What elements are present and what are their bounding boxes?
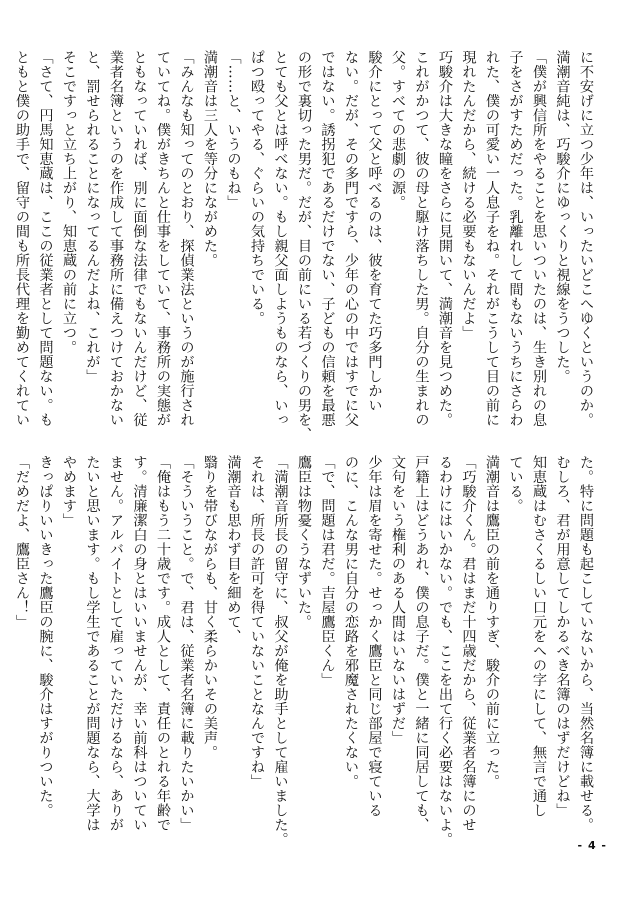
text-line: 「そういうこと。で、君は、従業者名簿に載りたいかい」 — [178, 455, 195, 832]
text-line: 満潮音は三人を等分にながめた。 — [202, 50, 218, 268]
text-line: 現れたんだから、続ける必要もないんだよ」 — [460, 50, 477, 340]
text-line: やめます」 — [61, 455, 77, 528]
text-line: 満潮音は鷹臣の前を通りすぎ、駿介の前に立った。 — [484, 455, 500, 789]
text-line: ともなっていれば、別に面倒な法律でもないんだけど、従 — [131, 50, 148, 427]
text-line: 巧駿介は大きな瞳をさらに見開いて、満潮音を見つめた。 — [437, 50, 453, 427]
text-line: むしろ、君が用意してしかるべき名簿のはずだけどね」 — [554, 455, 571, 818]
text-line: 文句をいう権利のある人間はいないはずだ」 — [390, 455, 406, 745]
text-line: 「俺はもう二十歳です。成人として、責任のとれる年齢で — [155, 455, 171, 832]
text-line: 「で、問題は君だ。吉屋鷹臣くん」 — [319, 455, 336, 687]
text-line: と、罰せられることになってるんだよね、これが」 — [84, 50, 101, 384]
text-line: 「さて、円馬知恵蔵は、ここの従業者として問題ない。も — [37, 50, 54, 427]
text-line: の形で裏切った男だ。だが、目の前にいる若づくりの男を、 — [296, 50, 312, 442]
text-line: ていてね。僕がきちんと仕事をしていて、事務所の実態が — [155, 50, 171, 427]
text-line: 「巧駿介くん。君はまだ十四歳だから、従業者名簿にのせ — [460, 455, 477, 832]
text-line: 翳りを帯びながらも、甘く柔らかいその美声。 — [202, 455, 218, 760]
page-number: - 4 - — [577, 839, 607, 852]
text-line: きっぱりいいきった鷹臣の腕に、駿介はすがりついた。 — [37, 455, 54, 818]
text-line: のに、こんな男に自分の恋路を邪魔されたくない。 — [343, 455, 359, 789]
text-line: 子をさがすためだった。乳離れして間もないうちにさらわ — [507, 50, 524, 427]
text-line: それは、所長の許可を得ていないことなんですね」 — [249, 455, 265, 789]
text-line: 知恵蔵はむさくるしい口元をへの字にして、無言で通し — [531, 455, 547, 818]
text-line: 戸籍上はどうあれ、僕の息子だ。僕と一緒に同居しても、 — [413, 455, 430, 832]
text-line: ません。アルバイトとして雇っていただけるなら、ありが — [108, 455, 124, 832]
text-line: れた、僕の可愛い一人息子をね。それがこうして目の前に — [484, 50, 500, 427]
text-line: す。清廉潔白の身とはいいませんが、幸い前科はついてい — [131, 455, 148, 832]
text-line: 「みんなも知ってのとおり、探偵業法というのが施行され — [178, 50, 195, 427]
text-line: 「満潮音所長の留守に、叔父が俺を助手として雇いました。 — [272, 455, 289, 847]
text-line: に不安げに立つ少年は、いったいどこへゆくというのか。 — [578, 50, 594, 427]
text-line: これがかつて、彼の母と駆け落ちした男。自分の生まれの — [413, 50, 430, 427]
text-line: るわけにはいかない。でも、ここを出て行く必要はないよ。 — [437, 455, 453, 847]
text-line: 満潮音も思わず目を細めて、 — [225, 455, 242, 644]
text-line: 満潮音純は、巧駿介にゆっくりと視線をうつした。 — [554, 50, 571, 384]
text-line: ではない。誘拐犯であるだけでない、子どもの信頼を最悪 — [319, 50, 336, 427]
text-line: ている。 — [507, 455, 524, 513]
upper-text-block — [14, 50, 597, 442]
text-line: 「僕が興信所をやることを思いついたのは、生き別れの息 — [531, 50, 547, 427]
text-line: たいと思います。もし学生であることが問題なら、大学は — [84, 455, 101, 832]
text-line: 駿介にとって父と呼べるのは、彼を育てた巧多門しかい — [366, 50, 383, 413]
text-line: 「……と、いうのもね」 — [225, 50, 242, 210]
text-line: ともと僕の助手で、留守の間も所長代理を勤めてくれてい — [14, 50, 30, 427]
text-line: そこですっと立ち上がり、知恵蔵の前に立つ。 — [61, 50, 77, 355]
text-line: ぱつ殴ってやる、ぐらいの気持ちでいる。 — [249, 50, 265, 326]
text-line: 少年は眉を寄せた。せっかく鷹臣と同じ部屋で寝ている — [366, 455, 383, 818]
text-line: とても父とは呼べない。もし親父面しようものなら、いっ — [272, 50, 289, 427]
text-line: 「だめだよ、鷹臣さん！」 — [14, 455, 30, 629]
text-line: た。特に問題も起こしていないから、当然名簿に載せる。 — [578, 455, 594, 832]
text-line: 父。すべての悲劇の源。 — [390, 50, 406, 210]
text-line: 鷹臣は物憂くうなずいた。 — [296, 455, 312, 629]
text-line: 業者名簿というのを作成して事務所に備えつけておかない — [108, 50, 124, 427]
text-line: ない。だが、その多門ですら、少年の心の中ではすでに父 — [343, 50, 359, 427]
lower-text-block — [14, 455, 597, 847]
